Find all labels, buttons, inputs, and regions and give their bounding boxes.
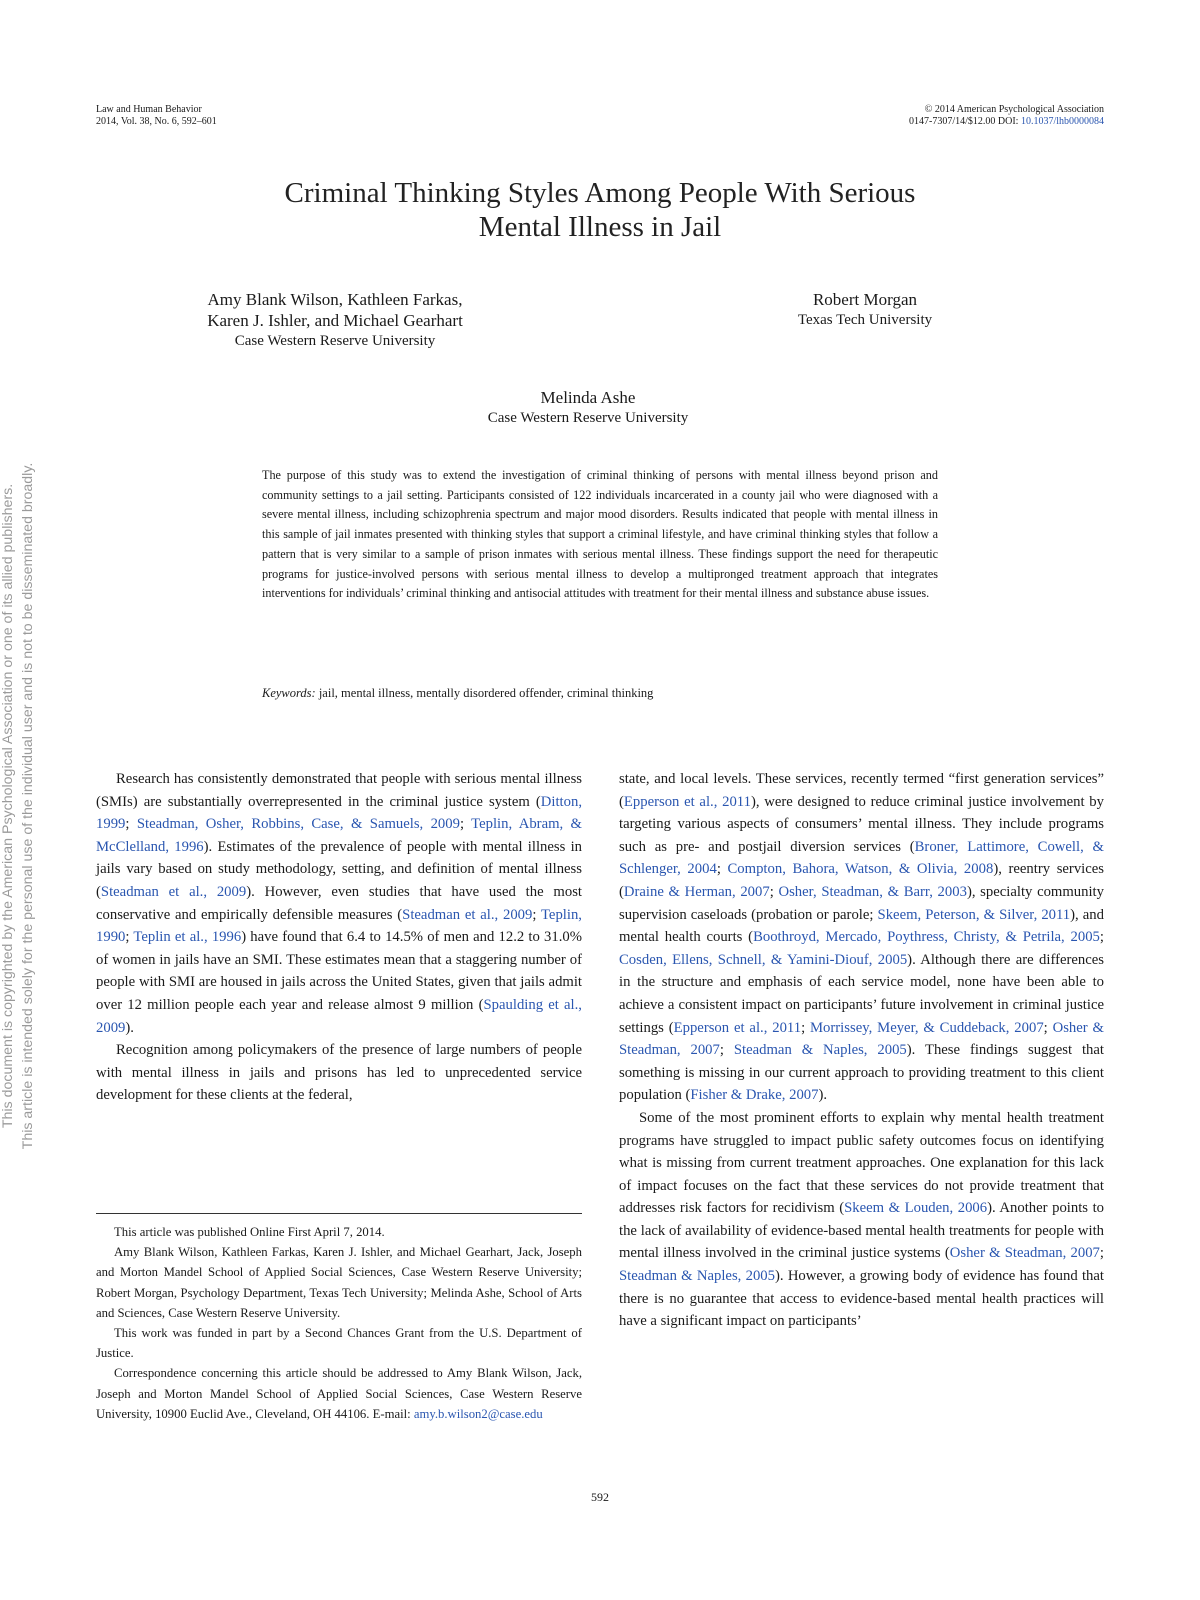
body-paragraph: Some of the most prominent efforts to explain why mental health treatment programs have struggled to impact public safety outcomes focus on identifying what is missing from current treatment approaches. One explanation for this lack of impact focuses on the fact that these services do not provide treatment that addresses risk factors for recidivism (Skeem & Louden, 2006). Another points to the lack of availability of evidence-based mental health treatments for people with mental illness involved in the criminal justice systems (Osher & Steadman, 2007; Steadman & Naples, 2005). However, a growing body of evidence has found that there is no guarantee that access to evidence-based mental health practices will have a significant impact on participants’ <box>619 1109 1105 1330</box>
left-column <box>96 768 582 1107</box>
citation-link[interactable]: Skeem, Peterson, & Silver, 2011 <box>877 906 1071 923</box>
citation-link[interactable]: Osher & Steadman, 2007 <box>619 1019 1104 1059</box>
citation-link[interactable]: Fisher & Drake, 2007 <box>690 1087 819 1104</box>
citation-link[interactable]: Ditton, 1999 <box>96 793 582 833</box>
journal-citation <box>96 104 217 128</box>
citation-link[interactable]: Broner, Lattimore, Cowell, & Schlenger, 2004 <box>619 838 1104 878</box>
citation-link[interactable]: Osher & Steadman, 2007 <box>949 1245 1100 1262</box>
issn-doi: 0147-7307/14/$12.00 DOI: 10.1037/lhb0000084 <box>908 116 1104 127</box>
citation-link[interactable]: Steadman & Naples, 2005 <box>733 1042 907 1059</box>
citation-link[interactable]: Teplin, Abram, & McClelland, 1996 <box>96 816 582 855</box>
citation-link[interactable]: Teplin, 1990 <box>96 906 582 946</box>
doi-link[interactable]: 10.1037/lhb0000084 <box>1020 116 1104 127</box>
author-group-3 <box>0 387 1176 429</box>
citation-link[interactable]: Steadman, Osher, Robbins, Case, & Samuels, 2009 <box>136 816 460 833</box>
abstract: The purpose of this study was to extend the investigation of criminal thinking of persons with mental illness beyond prison and community settings to a jail setting. Participants consisted of 122 individuals incarcerated in a county jail who were diagnosed with a severe mental illness, including schizophrenia spectrum and major mood disorders. Results indicated that people with mental illness in this sample of jail inmates presented with thinking styles that support a criminal lifestyle, and have criminal thinking styles that follow a pattern that is very similar to a sample of prison inmates with serious mental illness. These findings support the need for therapeutic programs for justice-involved persons with serious mental illness to develop a multipronged treatment approach that integrates interventions for individuals’ criminal thinking and antisocial attitudes with treatment for their mental illness and substance abuse issues. <box>262 468 938 601</box>
citation-link[interactable]: Compton, Bahora, Watson, & Olivia, 2008 <box>727 861 994 878</box>
citation-link[interactable]: Epperson et al., 2011 <box>623 793 751 810</box>
author-affiliation: Case Western Reserve University <box>234 333 436 349</box>
citation-link[interactable]: Osher, Steadman, & Barr, 2003 <box>778 883 967 900</box>
author-names: Robert Morgan <box>812 290 918 309</box>
journal-name: Law and Human Behavior <box>96 104 202 115</box>
keywords-text: jail, mental illness, mentally disordered offender, criminal thinking <box>318 686 654 700</box>
citation-link[interactable]: Steadman et al., 2009 <box>100 883 247 900</box>
body-paragraph: state, and local levels. These services, recently termed “first generation services” (Epperson et al., 2011), were designed to reduce criminal justice involvement by targeting various aspects of consumers’ mental illness. They include programs such as pre- and postjail diversion services (Broner, Lattimore, Cowell, & Schlenger, 2004; Compton, Bahora, Watson, & Olivia, 2008), reentry services (Draine & Herman, 2007; Osher, Steadman, & Barr, 2003), specialty community supervision caseloads (probation or parole; Skeem, Peterson, & Silver, 2011), and mental health courts (Boothroyd, Mercado, Poythress, Christy, & Petrila, 2005; Cosden, Ellens, Schnell, & Yamini-Diouf, 2005). Although there are differences in the structure and emphasis of each service model, none have been able to achieve a consistent impact on participants’ future involvement in criminal justice settings (Epperson et al., 2011; Morrissey, Meyer, & Cuddeback, 2007; Osher & Steadman, 2007; Steadman & Naples, 2005). These findings suggest that something is missing in our current approach to providing treatment to this client population (Fisher & Drake, 2007). <box>619 771 1104 1104</box>
citation-link[interactable]: Teplin et al., 1996 <box>133 929 242 946</box>
keywords-label: Keywords: <box>262 686 316 700</box>
footnote: Correspondence concerning this article should be addressed to Amy Blank Wilson, Jack, Joseph and Morton Mandel School of Applied Social Sciences, Case Western Reserve University, 10900 Euclid Ave., Cleveland, OH 44106. E-mail: amy.b.wilson2@case.edu <box>96 1366 582 1421</box>
author-names: Amy Blank Wilson, Kathleen Farkas, <box>207 290 463 309</box>
footnote: This work was funded in part by a Second Chances Grant from the U.S. Department of Justice. <box>96 1326 582 1361</box>
citation-link[interactable]: Skeem & Louden, 2006 <box>844 1200 988 1217</box>
author-group-2 <box>720 289 1010 331</box>
citation-link[interactable]: Cosden, Ellens, Schnell, & Yamini-Diouf, 2005 <box>619 951 908 968</box>
author-names: Melinda Ashe <box>540 388 636 407</box>
author-group-1 <box>150 289 520 352</box>
page-number: 592 <box>591 1490 609 1504</box>
copyright-notice: © 2014 American Psychological Association <box>924 104 1104 115</box>
citation-link[interactable]: Steadman & Naples, 2005 <box>619 1268 775 1285</box>
article-title: Criminal Thinking Styles Among People With Serious Mental Illness in Jail <box>284 177 916 243</box>
citation-link[interactable]: Boothroyd, Mercado, Poythress, Christy, & Petrila, 2005 <box>753 929 1100 946</box>
footnote: This article was published Online First April 7, 2014. <box>114 1225 385 1239</box>
journal-issue: 2014, Vol. 38, No. 6, 592–601 <box>96 116 217 127</box>
footnote: Amy Blank Wilson, Kathleen Farkas, Karen J. Ishler, and Michael Gearhart, Jack, Joseph and Morton Mandel School of Applied Social Sciences, Case Western Reserve University; Robert Morgan, Psychology Department, Texas Tech University; Melinda Ashe, School of Arts and Sciences, Case Western Reserve University. <box>96 1245 582 1320</box>
footnote-divider <box>96 1213 582 1214</box>
copyright-block <box>909 104 1104 128</box>
email-link[interactable]: amy.b.wilson2@case.edu <box>413 1406 543 1421</box>
side-copyright-notice: This document is copyrighted by the American Psychological Association or one of its allied publishers. This article is intended solely for the personal use of the individual user and is not to be disseminated broadly. <box>0 462 36 1150</box>
right-column <box>619 768 1104 1333</box>
author-affiliation: Texas Tech University <box>797 312 933 328</box>
citation-link[interactable]: Epperson et al., 2011 <box>673 1019 802 1036</box>
body-paragraph: Research has consistently demonstrated that people with serious mental illness (SMIs) are substantially overrepresented in the criminal justice system (Ditton, 1999; Steadman, Osher, Robbins, Case, & Samuels, 2009; Teplin, Abram, & McClelland, 1996). Estimates of the prevalence of people with mental illness in jails vary based on study methodology, setting, and definition of mental illness (Steadman et al., 2009). However, even studies that have used the most conservative and empirically defensible measures (Steadman et al., 2009; Teplin, 1990; Teplin et al., 1996) have found that 6.4 to 14.5% of men and 12.2 to 31.0% of women in jails have an SMI. These estimates mean that a staggering number of people with SMI are housed in jails across the United States, given that jails admit over 12 million people each year and release almost 9 million (Spaulding et al., 2009). <box>96 771 582 1036</box>
footnotes <box>96 1222 582 1424</box>
citation-link[interactable]: Draine & Herman, 2007 <box>623 883 770 900</box>
author-affiliation: Case Western Reserve University <box>487 410 689 426</box>
citation-link[interactable]: Steadman et al., 2009 <box>402 906 533 923</box>
citation-link[interactable]: Morrissey, Meyer, & Cuddeback, 2007 <box>810 1019 1044 1036</box>
keywords <box>262 686 938 701</box>
author-names: Karen J. Ishler, and Michael Gearhart <box>207 311 463 330</box>
body-paragraph: Recognition among policymakers of the presence of large numbers of people with mental illness in jails and prisons has led to unprecedented service development for these clients at the federal, <box>96 1042 582 1104</box>
citation-link[interactable]: Spaulding et al., 2009 <box>96 996 582 1036</box>
